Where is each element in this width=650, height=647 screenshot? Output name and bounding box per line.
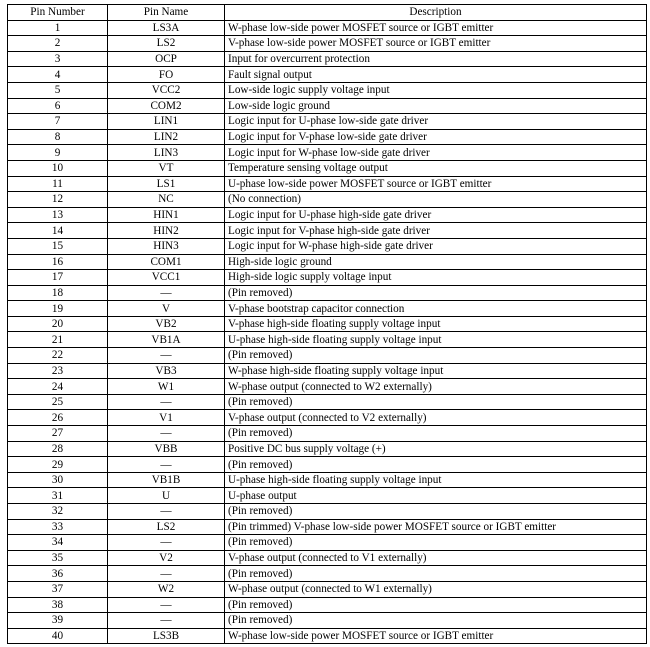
pin-number-cell: 7 [8, 114, 108, 130]
header-description: Description [225, 5, 647, 21]
pin-name-cell: COM2 [108, 98, 225, 114]
table-row [8, 82, 647, 98]
description-cell: High-side logic ground [225, 254, 647, 270]
pin-number-cell: 32 [8, 504, 108, 520]
pin-name-cell: — [108, 457, 225, 473]
pin-number-cell: 28 [8, 441, 108, 457]
pin-name-cell: V [108, 301, 225, 317]
pin-name-cell: HIN3 [108, 238, 225, 254]
pin-name-cell: VT [108, 160, 225, 176]
pin-assignment-table [7, 4, 647, 644]
pin-name-cell: LIN3 [108, 145, 225, 161]
table-row [8, 238, 647, 254]
description-cell: (Pin removed) [225, 426, 647, 442]
pin-table-container [7, 4, 646, 644]
pin-name-cell: LIN1 [108, 114, 225, 130]
pin-number-cell: 25 [8, 394, 108, 410]
table-row [8, 488, 647, 504]
table-row [8, 316, 647, 332]
pin-number-cell: 15 [8, 238, 108, 254]
description-cell: (Pin removed) [225, 504, 647, 520]
pin-number-cell: 5 [8, 82, 108, 98]
table-row [8, 67, 647, 83]
pin-name-cell: — [108, 613, 225, 629]
description-cell: U-phase low-side power MOSFET source or IGBT emitter [225, 176, 647, 192]
pin-name-cell: LIN2 [108, 129, 225, 145]
table-row [8, 566, 647, 582]
pin-number-cell: 31 [8, 488, 108, 504]
table-row [8, 348, 647, 364]
description-cell: (No connection) [225, 192, 647, 208]
pin-name-cell: VB3 [108, 363, 225, 379]
table-row [8, 254, 647, 270]
pin-name-cell: — [108, 426, 225, 442]
description-cell: W-phase low-side power MOSFET source or IGBT emitter [225, 628, 647, 644]
description-cell: W-phase output (connected to W1 externally) [225, 581, 647, 597]
table-row [8, 223, 647, 239]
header-pin-number: Pin Number [8, 5, 108, 21]
table-row [8, 597, 647, 613]
pin-name-cell: HIN2 [108, 223, 225, 239]
pin-number-cell: 14 [8, 223, 108, 239]
description-cell: U-phase output [225, 488, 647, 504]
pin-name-cell: LS2 [108, 36, 225, 52]
description-cell: (Pin removed) [225, 348, 647, 364]
table-row [8, 301, 647, 317]
description-cell: U-phase high-side floating supply voltage input [225, 332, 647, 348]
description-cell: U-phase high-side floating supply voltage input [225, 472, 647, 488]
table-row [8, 535, 647, 551]
description-cell: Logic input for U-phase low-side gate driver [225, 114, 647, 130]
pin-number-cell: 34 [8, 535, 108, 551]
description-cell: Input for overcurrent protection [225, 51, 647, 67]
table-row [8, 410, 647, 426]
pin-number-cell: 38 [8, 597, 108, 613]
table-row [8, 114, 647, 130]
pin-number-cell: 4 [8, 67, 108, 83]
pin-name-cell: — [108, 348, 225, 364]
table-header [8, 5, 647, 21]
pin-number-cell: 16 [8, 254, 108, 270]
description-cell: Low-side logic ground [225, 98, 647, 114]
pin-name-cell: — [108, 566, 225, 582]
description-cell: (Pin removed) [225, 597, 647, 613]
description-cell: W-phase output (connected to W2 externally) [225, 379, 647, 395]
pin-number-cell: 3 [8, 51, 108, 67]
description-cell: (Pin trimmed) V-phase low-side power MOSFET source or IGBT emitter [225, 519, 647, 535]
pin-name-cell: VB1B [108, 472, 225, 488]
pin-name-cell: LS3B [108, 628, 225, 644]
pin-name-cell: W2 [108, 581, 225, 597]
description-cell: Low-side logic supply voltage input [225, 82, 647, 98]
description-cell: Logic input for V-phase low-side gate driver [225, 129, 647, 145]
pin-name-cell: VB2 [108, 316, 225, 332]
description-cell: V-phase output (connected to V1 externally) [225, 550, 647, 566]
pin-number-cell: 19 [8, 301, 108, 317]
pin-number-cell: 12 [8, 192, 108, 208]
table-row [8, 628, 647, 644]
pin-number-cell: 17 [8, 270, 108, 286]
pin-number-cell: 26 [8, 410, 108, 426]
pin-number-cell: 35 [8, 550, 108, 566]
pin-name-cell: V1 [108, 410, 225, 426]
table-row [8, 394, 647, 410]
header-row [8, 5, 647, 21]
description-cell: (Pin removed) [225, 285, 647, 301]
pin-number-cell: 13 [8, 207, 108, 223]
pin-name-cell: HIN1 [108, 207, 225, 223]
description-cell: W-phase high-side floating supply voltage input [225, 363, 647, 379]
description-cell: (Pin removed) [225, 613, 647, 629]
table-row [8, 145, 647, 161]
pin-number-cell: 1 [8, 20, 108, 36]
description-cell: V-phase high-side floating supply voltage input [225, 316, 647, 332]
pin-number-cell: 11 [8, 176, 108, 192]
table-row [8, 581, 647, 597]
description-cell: Temperature sensing voltage output [225, 160, 647, 176]
pin-number-cell: 23 [8, 363, 108, 379]
pin-number-cell: 9 [8, 145, 108, 161]
table-row [8, 457, 647, 473]
pin-name-cell: — [108, 597, 225, 613]
table-row [8, 98, 647, 114]
pin-name-cell: — [108, 535, 225, 551]
pin-number-cell: 20 [8, 316, 108, 332]
description-cell: V-phase output (connected to V2 externally) [225, 410, 647, 426]
table-row [8, 270, 647, 286]
pin-number-cell: 33 [8, 519, 108, 535]
pin-number-cell: 8 [8, 129, 108, 145]
description-cell: Logic input for U-phase high-side gate driver [225, 207, 647, 223]
description-cell: Logic input for W-phase high-side gate driver [225, 238, 647, 254]
description-cell: V-phase low-side power MOSFET source or IGBT emitter [225, 36, 647, 52]
pin-name-cell: U [108, 488, 225, 504]
table-row [8, 363, 647, 379]
pin-number-cell: 37 [8, 581, 108, 597]
header-pin-name: Pin Name [108, 5, 225, 21]
table-row [8, 504, 647, 520]
pin-name-cell: — [108, 504, 225, 520]
pin-name-cell: LS3A [108, 20, 225, 36]
description-cell: Positive DC bus supply voltage (+) [225, 441, 647, 457]
pin-number-cell: 2 [8, 36, 108, 52]
table-row [8, 176, 647, 192]
description-cell: Logic input for V-phase high-side gate driver [225, 223, 647, 239]
pin-number-cell: 36 [8, 566, 108, 582]
description-cell: High-side logic supply voltage input [225, 270, 647, 286]
pin-number-cell: 18 [8, 285, 108, 301]
pin-number-cell: 24 [8, 379, 108, 395]
pin-name-cell: NC [108, 192, 225, 208]
pin-number-cell: 6 [8, 98, 108, 114]
pin-name-cell: — [108, 394, 225, 410]
pin-number-cell: 30 [8, 472, 108, 488]
pin-number-cell: 39 [8, 613, 108, 629]
table-row [8, 51, 647, 67]
pin-name-cell: OCP [108, 51, 225, 67]
pin-name-cell: W1 [108, 379, 225, 395]
table-row [8, 207, 647, 223]
table-row [8, 192, 647, 208]
description-cell: (Pin removed) [225, 457, 647, 473]
table-row [8, 160, 647, 176]
pin-name-cell: FO [108, 67, 225, 83]
table-body [8, 20, 647, 644]
pin-number-cell: 21 [8, 332, 108, 348]
description-cell: W-phase low-side power MOSFET source or IGBT emitter [225, 20, 647, 36]
pin-name-cell: VCC1 [108, 270, 225, 286]
table-row [8, 285, 647, 301]
table-row [8, 613, 647, 629]
pin-name-cell: — [108, 285, 225, 301]
pin-number-cell: 29 [8, 457, 108, 473]
description-cell: (Pin removed) [225, 566, 647, 582]
table-row [8, 379, 647, 395]
pin-number-cell: 40 [8, 628, 108, 644]
table-row [8, 550, 647, 566]
table-row [8, 36, 647, 52]
table-row [8, 441, 647, 457]
description-cell: (Pin removed) [225, 535, 647, 551]
pin-number-cell: 10 [8, 160, 108, 176]
pin-name-cell: VB1A [108, 332, 225, 348]
table-row [8, 519, 647, 535]
description-cell: Logic input for W-phase low-side gate driver [225, 145, 647, 161]
table-row [8, 426, 647, 442]
pin-name-cell: COM1 [108, 254, 225, 270]
table-row [8, 20, 647, 36]
pin-name-cell: VBB [108, 441, 225, 457]
pin-name-cell: V2 [108, 550, 225, 566]
description-cell: Fault signal output [225, 67, 647, 83]
description-cell: (Pin removed) [225, 394, 647, 410]
pin-name-cell: LS1 [108, 176, 225, 192]
pin-number-cell: 22 [8, 348, 108, 364]
pin-name-cell: VCC2 [108, 82, 225, 98]
table-row [8, 332, 647, 348]
description-cell: V-phase bootstrap capacitor connection [225, 301, 647, 317]
table-row [8, 472, 647, 488]
pin-number-cell: 27 [8, 426, 108, 442]
pin-name-cell: LS2 [108, 519, 225, 535]
table-row [8, 129, 647, 145]
